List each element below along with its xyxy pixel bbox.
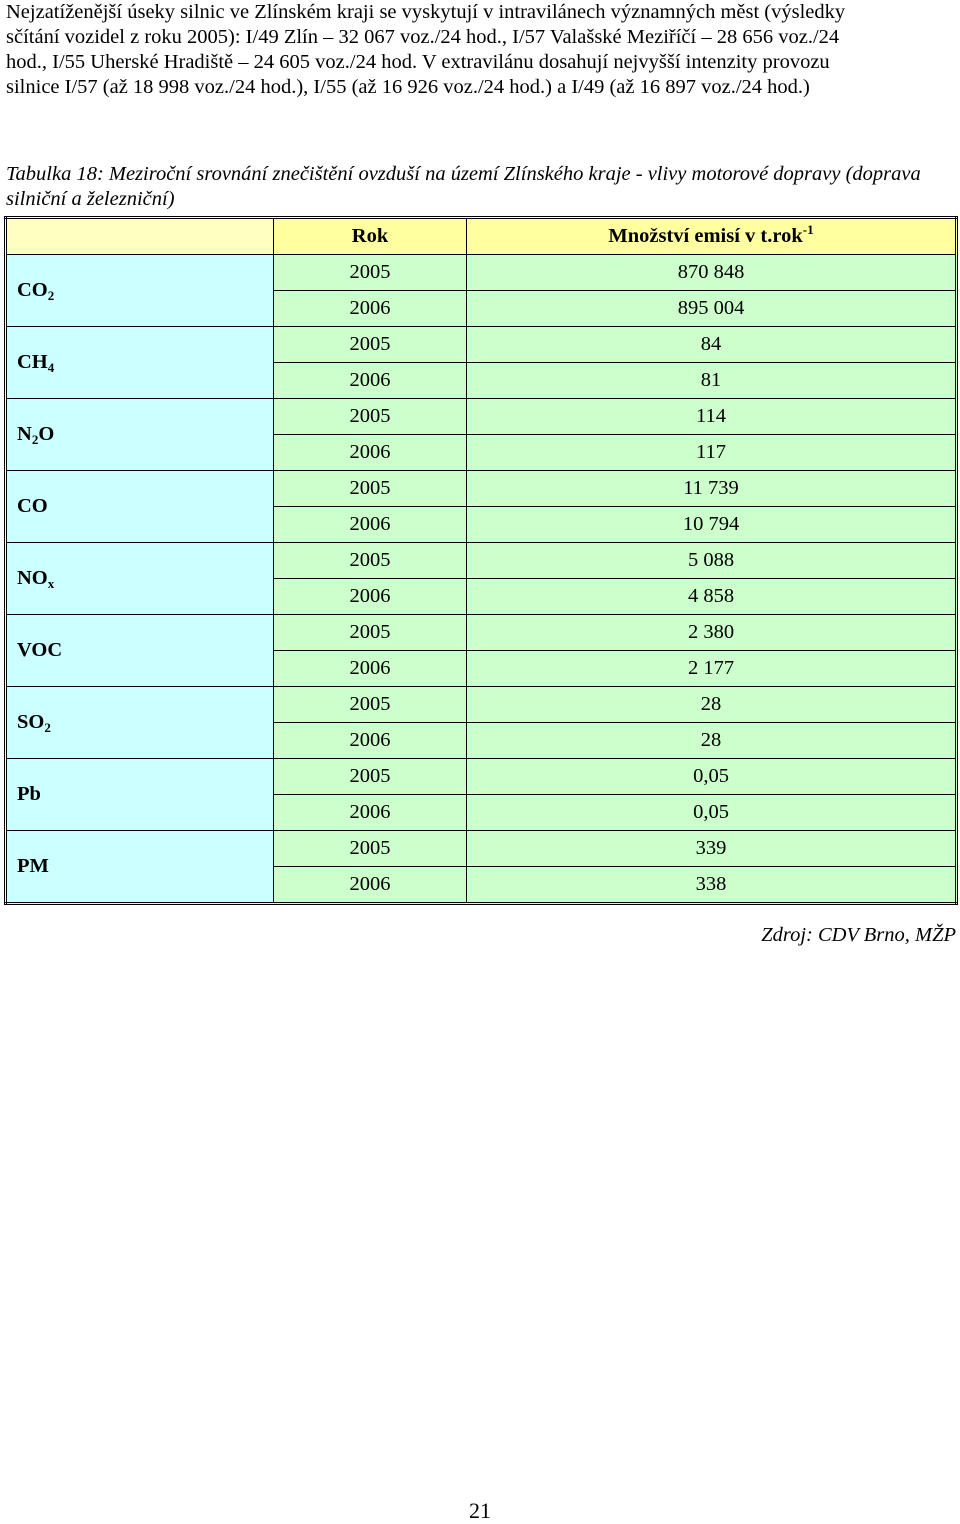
pollutant-name: VOC xyxy=(17,639,63,661)
amount-cell: 339 xyxy=(467,831,957,867)
paragraph-line: hod., I/55 Uherské Hradiště – 24 605 voz./24 hod. V extravilánu dosahují nejvyšší intenzity provozu xyxy=(6,51,830,73)
header-amount xyxy=(467,218,957,255)
table-row xyxy=(6,471,957,507)
amount-cell: 5 088 xyxy=(467,543,957,579)
year-cell: 2006 xyxy=(274,363,467,399)
pollutant-subscript: 2 xyxy=(47,288,55,303)
amount-cell: 84 xyxy=(467,327,957,363)
table-row xyxy=(6,543,957,579)
paragraph-line: Nejzatíženější úseky silnic ve Zlínském kraji se vyskytují v intravilánech významných měst (výsledky xyxy=(6,1,846,23)
year-cell: 2006 xyxy=(274,507,467,543)
header-amount-sup: -1 xyxy=(802,222,814,237)
year-cell: 2005 xyxy=(274,543,467,579)
year-cell: 2006 xyxy=(274,723,467,759)
table-row xyxy=(6,687,957,723)
year-cell: 2006 xyxy=(274,291,467,327)
pollutant-cell xyxy=(6,327,274,399)
paragraph-line: sčítání vozidel z roku 2005): I/49 Zlín – 32 067 voz./24 hod., I/57 Valašské Meziříčí – 28 656 voz./24 xyxy=(6,26,840,48)
pollutant-cell xyxy=(6,471,274,543)
pollutant-cell xyxy=(6,399,274,471)
amount-cell: 870 848 xyxy=(467,255,957,291)
caption-label: Tabulka 18: xyxy=(6,163,104,185)
table-row xyxy=(6,399,957,435)
year-cell: 2005 xyxy=(274,471,467,507)
year-cell: 2005 xyxy=(274,327,467,363)
paragraph-line: silnice I/57 (až 18 998 voz./24 hod.), I/55 (až 16 926 voz./24 hod.) a I/49 (až 16 897 voz./24 hod.) xyxy=(6,76,810,98)
year-cell: 2005 xyxy=(274,759,467,795)
table-row xyxy=(6,759,957,795)
page-number: 21 xyxy=(469,1498,491,1523)
pollutant-name: CO xyxy=(17,279,48,301)
pollutant-subscript: 4 xyxy=(47,360,55,375)
header-blank-cell xyxy=(6,218,274,255)
amount-cell: 11 739 xyxy=(467,471,957,507)
year-cell: 2006 xyxy=(274,579,467,615)
pollutant-cell xyxy=(6,687,274,759)
emissions-table xyxy=(4,216,958,905)
amount-cell: 28 xyxy=(467,687,957,723)
pollutant-name: CO xyxy=(17,495,48,517)
pollutant-cell xyxy=(6,543,274,615)
amount-cell: 2 380 xyxy=(467,615,957,651)
amount-cell: 4 858 xyxy=(467,579,957,615)
pollutant-subscript: x xyxy=(47,576,55,591)
year-cell: 2006 xyxy=(274,867,467,904)
amount-cell: 28 xyxy=(467,723,957,759)
table-row xyxy=(6,831,957,867)
year-cell: 2005 xyxy=(274,687,467,723)
pollutant-cell xyxy=(6,255,274,327)
header-amount-text: Množství emisí v t.rok xyxy=(608,225,803,247)
pollutant-name: SO xyxy=(17,711,45,733)
table-row xyxy=(6,327,957,363)
table-caption xyxy=(6,162,956,212)
caption-text: Meziroční srovnání znečištění ovzduší na území Zlínského kraje - vlivy motorové dopravy (doprava silniční a železniční) xyxy=(6,163,921,210)
intro-paragraph xyxy=(6,0,956,100)
year-cell: 2005 xyxy=(274,399,467,435)
pollutant-name-tail: O xyxy=(38,423,55,445)
header-year: Rok xyxy=(274,218,467,255)
pollutant-name: CH xyxy=(17,351,48,373)
pollutant-name: PM xyxy=(17,855,49,877)
year-cell: 2006 xyxy=(274,795,467,831)
amount-cell: 895 004 xyxy=(467,291,957,327)
year-cell: 2005 xyxy=(274,615,467,651)
pollutant-subscript: 2 xyxy=(44,720,51,735)
amount-cell: 2 177 xyxy=(467,651,957,687)
pollutant-subscript: 2 xyxy=(31,432,39,447)
amount-cell: 0,05 xyxy=(467,759,957,795)
table-header-row xyxy=(6,218,957,255)
amount-cell: 338 xyxy=(467,867,957,904)
year-cell: 2006 xyxy=(274,651,467,687)
table-row xyxy=(6,615,957,651)
year-cell: 2005 xyxy=(274,831,467,867)
pollutant-cell xyxy=(6,831,274,904)
amount-cell: 81 xyxy=(467,363,957,399)
source-note: Zdroj: CDV Brno, MŽP xyxy=(761,924,956,946)
year-cell: 2006 xyxy=(274,435,467,471)
amount-cell: 0,05 xyxy=(467,795,957,831)
pollutant-cell xyxy=(6,759,274,831)
pollutant-name: Pb xyxy=(17,783,41,805)
table-row xyxy=(6,255,957,291)
amount-cell: 114 xyxy=(467,399,957,435)
pollutant-name: NO xyxy=(17,567,48,589)
year-cell: 2005 xyxy=(274,255,467,291)
amount-cell: 117 xyxy=(467,435,957,471)
pollutant-cell xyxy=(6,615,274,687)
pollutant-name: N xyxy=(17,423,32,445)
amount-cell: 10 794 xyxy=(467,507,957,543)
